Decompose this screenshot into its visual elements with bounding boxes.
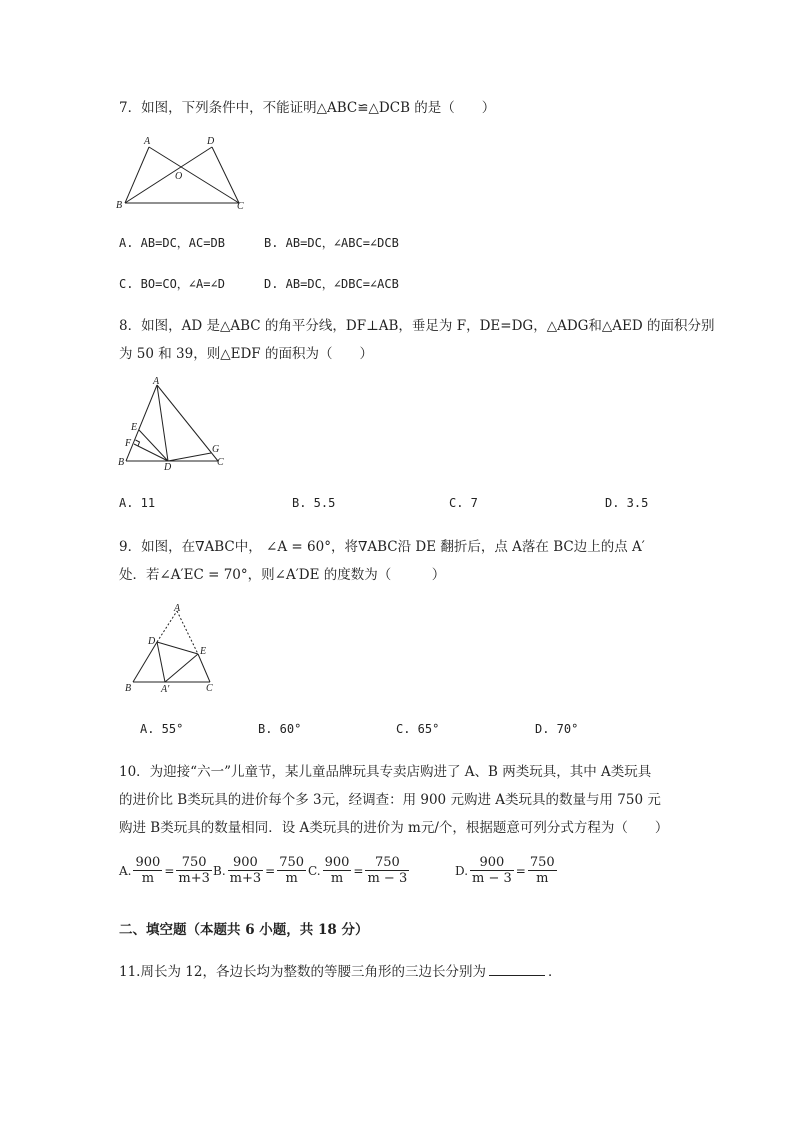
numerator: 900 <box>324 855 350 870</box>
q9-edge-db <box>133 642 157 682</box>
q7-label-a: A <box>144 136 151 147</box>
q7-label-b: B <box>116 200 123 211</box>
q10-option-d <box>455 855 559 886</box>
equals-sign: = <box>164 863 175 878</box>
denominator: m+3 <box>178 871 210 886</box>
q8-option-d: D. 3.5 <box>605 496 649 510</box>
q8-option-a: A. 11 <box>119 496 156 510</box>
q10-option-b-fraction-left <box>228 855 264 886</box>
q11-end: ． <box>547 964 562 980</box>
q9-dashed-ae <box>177 611 198 654</box>
q9-option-d: D. 70° <box>535 722 579 736</box>
denominator: m+3 <box>229 871 262 886</box>
q7-edge-ab <box>125 147 149 203</box>
q10-option-d-fraction-right <box>528 855 557 886</box>
numerator: 750 <box>365 855 409 871</box>
q7-label-d: D <box>207 136 215 147</box>
q10-option-c-label: C. <box>308 863 321 878</box>
q9-stem-line1: 9．如图，在∇ABC中， ∠A = 60°，将∇ABC沿 DE 翻折后，点 A落在 BC边上的点 A′ <box>119 539 645 555</box>
q8-segment-dg <box>168 453 211 461</box>
q11-answer-blank <box>489 963 545 976</box>
q7-edge-db <box>125 147 212 203</box>
q9-label-b: B <box>125 683 132 694</box>
denominator: m − 3 <box>472 871 512 886</box>
q7-option-c: C. BO=CO，∠A=∠D <box>119 277 225 291</box>
q10-option-a-fraction-right <box>176 855 212 886</box>
q9-label-a-prime: A′ <box>161 684 170 695</box>
q7-stem: 7．如图，下列条件中，不能证明△ABC≌△DCB 的是（ ） <box>119 100 496 116</box>
q7-option-d: D. AB=DC，∠DBC=∠ACB <box>264 277 399 291</box>
q9-label-e: E <box>200 646 207 657</box>
q8-label-b: B <box>118 457 125 468</box>
q10-option-a-label: A. <box>119 863 132 878</box>
numerator: 900 <box>135 855 161 870</box>
q9-label-d: D <box>148 636 156 647</box>
q8-option-c: C. 7 <box>449 496 478 510</box>
denominator: m <box>141 871 155 886</box>
denominator: m <box>330 871 344 886</box>
q7-option-b: B. AB=DC，∠ABC=∠DCB <box>264 236 399 250</box>
section-2-title: 二、填空题（本题共 6 小题，共 18 分） <box>119 922 369 938</box>
q7-figure <box>113 133 253 213</box>
numerator: 900 <box>470 855 514 871</box>
q9-stem-line2: 处．若∠A′EC = 70°，则∠A′DE 的度数为（ ） <box>119 567 446 583</box>
q10-option-b <box>213 855 308 886</box>
q11-stem: 11.周长为 12，各边长均为整数的等腰三角形的三边长分别为 <box>119 964 486 980</box>
q9-option-b: B. 60° <box>258 722 302 736</box>
q10-option-d-fraction-left <box>470 855 514 886</box>
q9-segment-ea <box>165 654 198 682</box>
equals-sign: = <box>265 863 276 878</box>
q10-option-b-fraction-right <box>277 855 306 886</box>
q9-label-c: C <box>206 683 213 694</box>
q8-label-c: C <box>217 457 224 468</box>
q10-option-b-label: B. <box>213 863 226 878</box>
q8-segment-df <box>134 444 168 461</box>
q8-label-d: D <box>164 462 172 470</box>
q10-option-c <box>308 855 411 886</box>
q9-dashed-ad <box>157 611 177 642</box>
q11-stem-row <box>119 960 561 980</box>
numerator: 750 <box>176 855 212 871</box>
q10-option-a <box>119 855 214 886</box>
denominator: m <box>285 871 298 886</box>
q10-option-c-fraction-right <box>365 855 409 886</box>
q9-edge-ce <box>198 654 210 682</box>
equals-sign: = <box>515 863 526 878</box>
q8-label-a: A <box>153 376 160 387</box>
numerator: 900 <box>228 855 264 871</box>
q8-stem-line1: 8．如图，AD 是△ABC 的角平分线，DF⊥AB，垂足为 F，DE=DG，△ADG和△AED 的面积分别 <box>119 318 715 334</box>
q8-stem-line2: 为 50 和 39，则△EDF 的面积为（ ） <box>119 346 373 362</box>
q8-label-e: E <box>131 422 138 433</box>
q9-figure <box>120 602 225 698</box>
q8-segment-de <box>139 430 168 461</box>
q8-option-b: B. 5.5 <box>292 496 336 510</box>
q10-option-d-label: D. <box>455 863 469 878</box>
q10-stem-line3: 购进 B类玩具的数量相同．设 A类玩具的进价为 m元/个，根据题意可列分式方程为（ ） <box>119 820 669 836</box>
denominator: m − 3 <box>367 871 408 886</box>
q9-segment-da <box>157 642 165 682</box>
numerator: 750 <box>279 855 305 870</box>
q10-option-a-fraction-left <box>133 855 162 886</box>
q10-option-c-fraction-left <box>323 855 352 886</box>
denominator: m <box>536 871 549 886</box>
q10-stem-line2: 的进价比 B类玩具的进价每个多 3元，经调查：用 900 元购进 A类玩具的数量与用 750 元 <box>119 792 661 808</box>
q7-option-a: A. AB=DC，AC=DB <box>119 236 225 250</box>
q7-label-o: O <box>175 171 183 182</box>
q9-option-c: C. 65° <box>396 722 440 736</box>
numerator: 750 <box>529 855 555 870</box>
q9-option-a: A. 55° <box>140 722 184 736</box>
q8-figure <box>113 376 233 470</box>
q7-label-c: C <box>237 201 244 212</box>
q8-label-g: G <box>212 444 220 455</box>
q9-label-a: A <box>174 603 181 614</box>
q8-label-f: F <box>125 438 132 449</box>
equals-sign: = <box>353 863 364 878</box>
q9-fold-de <box>157 642 198 654</box>
q10-stem-line1: 10．为迎接“六一”儿童节，某儿童品牌玩具专卖店购进了 A、B 两类玩具，其中 A类玩具 <box>119 764 652 780</box>
